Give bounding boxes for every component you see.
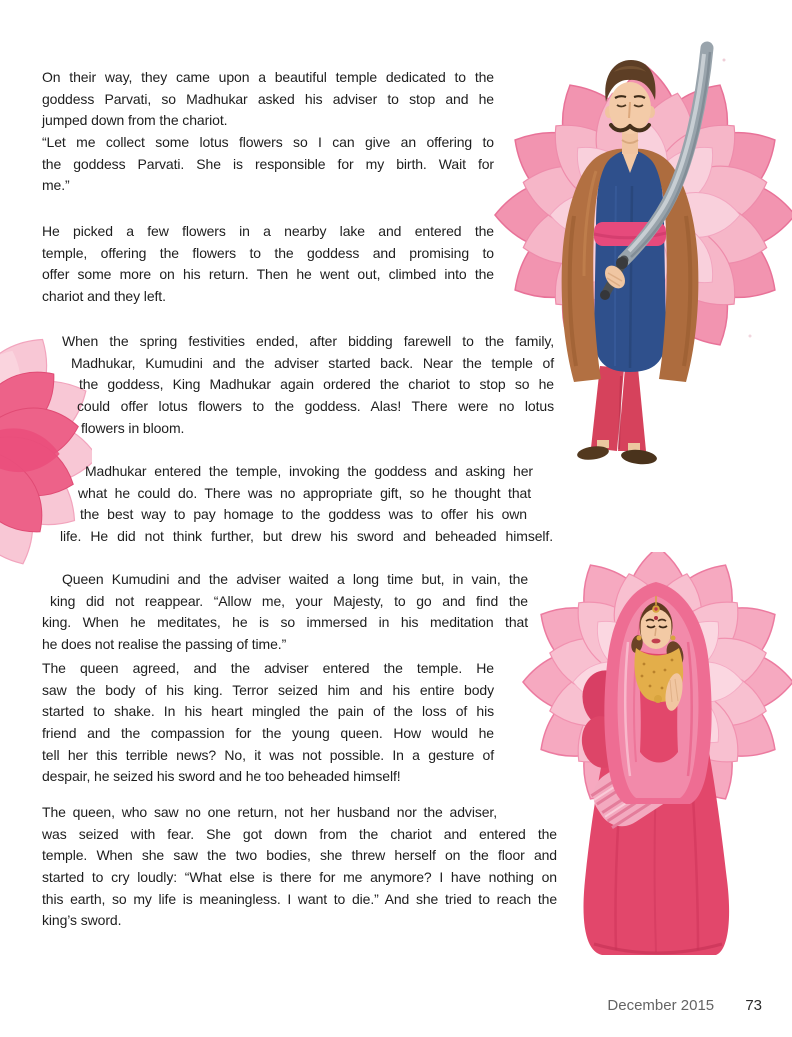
text-line: friend and the compassion for the young queen. How would he bbox=[42, 725, 494, 742]
text-line: the goddess Parvati. She is responsible for my birth. Wait for bbox=[42, 155, 494, 172]
text-line: Queen Kumudini and the adviser waited a long time but, in vain, the bbox=[62, 571, 528, 587]
text-line: temple, offering the flowers to the goddess and promising to bbox=[42, 244, 494, 261]
text-line: Madhukar, Kumudini and the adviser started back. Near the temple of bbox=[71, 354, 554, 371]
text-line: king’s sword. bbox=[42, 912, 122, 929]
paragraph-3 bbox=[42, 331, 554, 439]
text-line: he does not realise the passing of time.” bbox=[42, 636, 287, 653]
text-line: “Let me collect some lotus flowers so I can give an offering to bbox=[42, 134, 494, 151]
page-number: 73 bbox=[745, 997, 762, 1014]
footer bbox=[0, 997, 762, 1014]
text-line: started to shake. In his heart mingled the pain of the loss of his bbox=[42, 703, 494, 720]
text-line: king did not reappear. “Allow me, your Majesty, to go and find the bbox=[50, 592, 528, 609]
text-line: this earth, so my life is meaningless. I want to die.” And she tried to reach the bbox=[42, 890, 557, 907]
text-line: goddess Parvati, so Madhukar asked his adviser to stop and he bbox=[42, 90, 494, 107]
text-line: temple. When she saw the two bodies, she threw herself on the floor and bbox=[42, 847, 557, 864]
text-line: life. He did not think further, but drew his sword and beheaded himself. bbox=[60, 528, 553, 545]
text-line: could offer lotus flowers to the goddess. Alas! There were no lotus bbox=[77, 398, 554, 415]
text-line: tell her this terrible news? No, it was not possible. In a gesture of bbox=[42, 746, 494, 763]
text-line: offer some more on his return. Then he went out, climbed into the bbox=[42, 266, 494, 283]
text-line: what he could do. There was no appropriate gift, so he thought that bbox=[78, 484, 531, 501]
text-line: He picked a few flowers in a nearby lake and entered the bbox=[42, 223, 494, 239]
text-line: the best way to pay homage to the goddess was to offer his own bbox=[80, 506, 527, 523]
text-line: king. When he meditates, he is so immersed in his meditation that bbox=[42, 614, 528, 631]
text-line: jumped down from the chariot. bbox=[42, 112, 228, 129]
paragraph-7 bbox=[42, 802, 557, 932]
queen-illustration bbox=[522, 552, 792, 964]
text-line: started to cry loudly: “What else is there for me anymore? I have nothing on bbox=[42, 869, 557, 886]
text-line: The queen, who saw no one return, not her husband nor the adviser, bbox=[42, 804, 497, 820]
text-line: me.” bbox=[42, 177, 70, 194]
paragraph-5 bbox=[42, 569, 528, 656]
text-line: chariot and they left. bbox=[42, 288, 166, 305]
text-line: saw the body of his king. Terror seized him and his entire body bbox=[42, 681, 494, 698]
text-line: The queen agreed, and the adviser entered the temple. He bbox=[42, 660, 494, 676]
text-line: the goddess, King Madhukar again ordered the chariot to stop so he bbox=[79, 376, 554, 393]
text-line: When the spring festivities ended, after bidding farewell to the family, bbox=[62, 333, 554, 349]
text-line: despair, he seized his sword and he too beheaded himself! bbox=[42, 768, 401, 785]
paragraph-6 bbox=[42, 658, 494, 788]
paragraph-1 bbox=[42, 67, 494, 197]
paragraph-2 bbox=[42, 221, 494, 308]
text-line: was seized with fear. She got down from the chariot and entered the bbox=[42, 825, 557, 842]
text-line: On their way, they came upon a beautiful temple dedicated to the bbox=[42, 69, 494, 85]
text-line: Madhukar entered the temple, invoking the goddess and asking her bbox=[85, 463, 533, 479]
paragraph-4 bbox=[42, 461, 553, 548]
text-line: flowers in bloom. bbox=[81, 419, 185, 436]
bindi bbox=[654, 616, 658, 620]
issue-date: December 2015 bbox=[607, 997, 715, 1014]
